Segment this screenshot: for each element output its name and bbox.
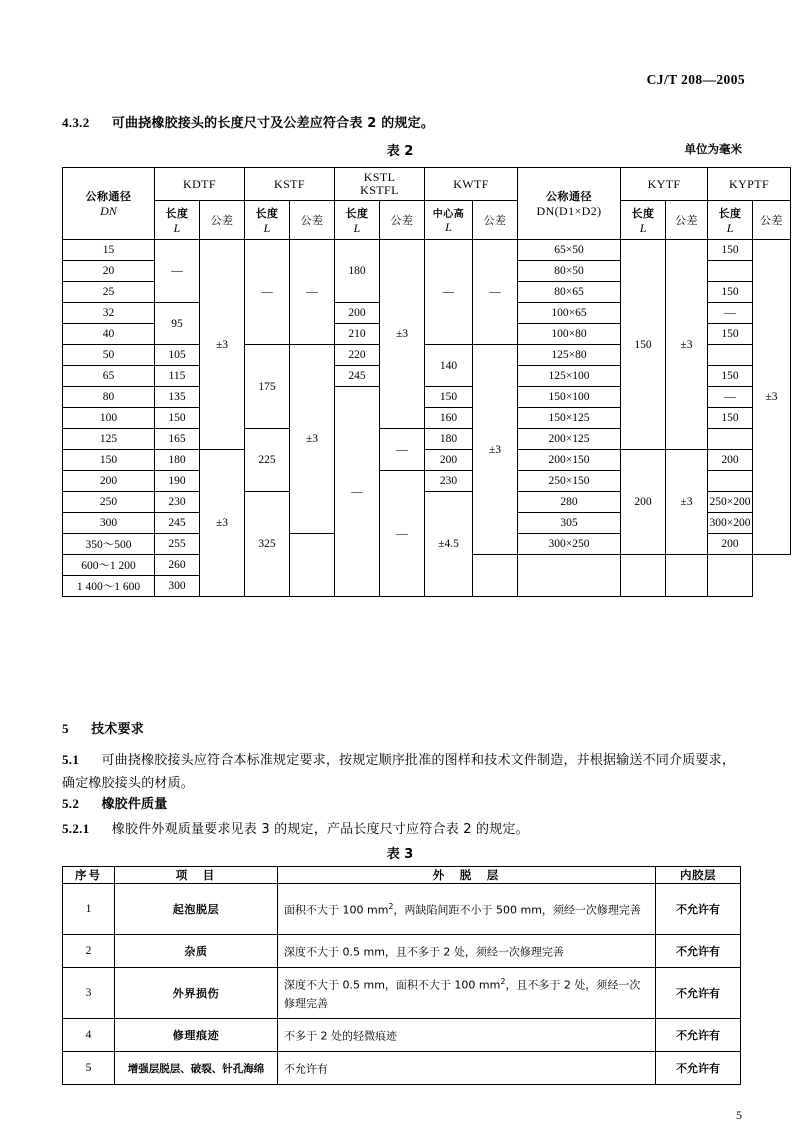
cell-dn-left: 15 [63,240,155,261]
lbl: 长度 [165,206,189,220]
cell-kyptf-tolerance-blank [708,555,753,597]
table2-th-kstfl: KSTFL [360,183,399,197]
cell-dn-right: 150×100 [518,387,621,408]
outer-a: 面积不大于 100 mm [284,903,389,917]
cell-kwtf-center: 160 [425,408,473,429]
cell-kstl-length: — [335,387,380,597]
table2-th-kstl-tolerance: 公差 [380,201,425,240]
clause-4-3-2-number: 4.3.2 [62,115,90,130]
cell-item: 修理痕迹 [115,1019,278,1052]
cell-kdtf-tolerance: ±3 [200,450,245,597]
cell-kyptf-length: — [708,303,753,324]
cell-dn-left: 20 [63,261,155,282]
table2-th-kwtf: KWTF [425,168,518,201]
outer-sup: 2 [500,977,506,987]
table2-th-kdtf-tolerance: 公差 [200,201,245,240]
cell-dn-left: 125 [63,429,155,450]
lbl: 中心高 [432,209,465,220]
table3-header-row [63,867,741,884]
cell-dn-right: 80×50 [518,261,621,282]
cell-dn-right: 300×200 [708,513,753,534]
cell-kwtf-center: 180 [425,429,473,450]
table2-th-dn-right [518,168,621,240]
section-5-number: 5 [62,721,69,736]
cell-kstf-length: 175 [245,345,290,429]
cell-kdtf-length: 260 [155,555,200,576]
page-number: 5 [736,1108,742,1122]
clause-5-2-1-number: 5.2.1 [62,821,90,836]
table2-th-kwtf-tolerance: 公差 [473,201,518,240]
cell-inner: 不允许有 [656,1019,741,1052]
cell-no: 4 [63,1019,115,1052]
table-row [63,1052,741,1085]
table2-th-kstf-length [245,201,290,240]
cell-dn-right: 150×125 [518,408,621,429]
cell-dn-left: 25 [63,282,155,303]
table2-th-dn-left-sym: DN [100,204,117,218]
cell-kyptf-length: 150 [708,240,753,261]
table2-th-kytf: KYTF [621,168,708,201]
clause-5-2-1 [62,818,529,841]
sym: L [263,220,271,235]
cell-dn-left: 600～1 200 [63,555,155,576]
cell-no: 5 [63,1052,115,1085]
cell-kyptf-length: 150 [708,282,753,303]
cell-dn-right: 200×125 [518,429,621,450]
table2-th-dn-right-cn: 公称通径 [546,190,593,203]
cell-kdtf-length: 255 [155,534,200,555]
cell-kdtf-length: 150 [155,408,200,429]
cell-dn-right: 300×250 [518,534,621,555]
cell-dn-right: 250×200 [708,492,753,513]
outer-a: 深度不大于 0.5 mm，面积不大于 100 mm [284,978,501,992]
cell-kdtf-length: 115 [155,366,200,387]
table3-caption: 表 3 [386,847,414,862]
cell-item: 增强层脱层、破裂、针孔海绵 [115,1052,278,1085]
clause-4-3-2-text: 可曲挠橡胶接头的长度尺寸及公差应符合表 2 的规定。 [111,116,435,131]
cell-kyptf-length: 150 [708,366,753,387]
cell-dn-left: 65 [63,366,155,387]
table2-th-dn-left [63,168,155,240]
cell-dn-left: 200 [63,471,155,492]
cell-outer [278,968,656,1019]
cell-kstf-tolerance: — [290,240,335,345]
cell-dn-left: 300 [63,513,155,534]
cell-kstl-tolerance: — [380,429,425,471]
cell-kwtf-center: 230 [425,471,473,492]
table-row [63,240,791,261]
cell-dn-right: 125×100 [518,366,621,387]
cell-item: 起泡脱层 [115,884,278,935]
cell-kyptf-length: 200 [708,534,753,555]
cell-inner: 不允许有 [656,935,741,968]
clause-5-1-text: 可曲挠橡胶接头应符合本标准规定要求，按规定顺序批准的图样和技术文件制造，并根据输送不同介质要求，确定橡胶接头的材质。 [62,753,736,791]
cell-kytf-tolerance: ±3 [666,450,708,555]
cell-dn-right: 100×65 [518,303,621,324]
cell-dn-right: 65×50 [518,240,621,261]
cell-kdtf-length: — [155,240,200,303]
table3-th-inner: 内胶层 [656,867,741,884]
cell-dn-left: 32 [63,303,155,324]
cell-kdtf-length: 135 [155,387,200,408]
table2-unit-note: 单位为毫米 [684,142,742,156]
table2-th-kyptf: KYPTF [708,168,791,201]
section-5-heading [62,718,144,741]
cell-no: 1 [63,884,115,935]
table3-th-no: 序号 [63,867,115,884]
lbl: 长度 [631,206,655,220]
cell-dn-right: 80×65 [518,282,621,303]
cell-kstl-length: 200 [335,303,380,324]
cell-kytf-length: 150 [621,240,666,450]
table2-th-kstf-tolerance: 公差 [290,201,335,240]
cell-dn-left: 1 400～1 600 [63,576,155,597]
table2-header-row-1 [63,168,791,201]
table-row [63,450,791,471]
cell-kyptf-length: 150 [708,408,753,429]
table2-header-row-2 [63,201,791,240]
cell-kwtf-center-blank [290,534,335,597]
outer-sup: 2 [388,902,394,912]
cell-kstf-tolerance: ±3 [290,345,335,534]
cell-no: 3 [63,968,115,1019]
cell-kdtf-length: 165 [155,429,200,450]
table2-th-kyptf-length [708,201,753,240]
cell-dn-right: 100×80 [518,324,621,345]
cell-outer [278,935,656,968]
cell-dn-left: 40 [63,324,155,345]
table2-th-dn-right-sym: DN(D1×D2) [536,204,602,218]
cell-dn-left: 150 [63,450,155,471]
sym: L [173,220,181,235]
table2-th-kstl: KSTL [363,170,396,184]
outer-a: 深度不大于 0.5 mm，且不多于 2 处，须经一次修理完善 [284,945,564,959]
cell-kstl-length: 210 [335,324,380,345]
cell-kstf-tolerance: ±4.5 [425,492,473,597]
cell-dn-right: 250×150 [518,471,621,492]
table2-th-kstl-kstfl [335,168,425,201]
cell-dn-left: 100 [63,408,155,429]
lbl: 长度 [718,206,742,220]
cell-kyptf-length [708,345,753,366]
cell-kdtf-length: 245 [155,513,200,534]
cell-dn-right-blank [473,555,518,597]
cell-kyptf-length-blank [666,555,708,597]
table2-th-kstl-length [335,201,380,240]
table-row [63,884,741,935]
cell-kstl-tolerance: ±3 [380,240,425,429]
cell-dn-left: 80 [63,387,155,408]
cell-dn-right: 125×80 [518,345,621,366]
cell-inner: 不允许有 [656,968,741,1019]
cell-item: 外界损伤 [115,968,278,1019]
cell-kstl-length: 180 [335,240,380,303]
outer-a: 不多于 2 处的轻微痕迹 [284,1029,397,1043]
cell-no: 2 [63,935,115,968]
table2-th-kdtf: KDTF [155,168,245,201]
table2-th-kdtf-length [155,201,200,240]
cell-kwtf-center: 280 [518,492,621,513]
table2-th-kstf: KSTF [245,168,335,201]
cell-kstl-length: 220 [335,345,380,366]
cell-outer [278,884,656,935]
outer-b: ，两缺陷间距不小于 500 mm，须经一次修理完善 [393,903,641,917]
clause-5-1 [62,748,740,795]
cell-kdtf-tolerance: ±3 [200,240,245,450]
cell-kstf-length: 225 [245,429,290,492]
cell-kstf-length: — [245,240,290,345]
cell-dn-right: 200×150 [518,450,621,471]
table2-th-kytf-tolerance: 公差 [666,201,708,240]
table2-th-kwtf-center [425,201,473,240]
cell-dn-left: 250 [63,492,155,513]
cell-kdtf-length: 95 [155,303,200,345]
table3-appearance-quality [62,866,741,1085]
cell-kstl-tolerance: — [380,471,425,597]
clause-5-2-text: 橡胶件质量 [101,797,168,812]
standard-code-header: CJ/T 208—2005 [646,72,745,87]
cell-kytf-tolerance: ±3 [666,240,708,450]
table-row [63,1019,741,1052]
cell-inner: 不允许有 [656,884,741,935]
table-row [63,968,741,1019]
cell-kstf-length: 325 [245,492,290,597]
cell-kdtf-length: 300 [155,576,200,597]
clause-5-1-number: 5.1 [62,752,80,767]
cell-kwtf-center: 305 [518,513,621,534]
outer-a: 不允许有 [284,1062,328,1076]
table-row [63,935,741,968]
cell-outer [278,1019,656,1052]
cell-kyptf-length [708,261,753,282]
table2-dimensions [62,167,791,597]
table2-th-dn-left-cn: 公称通径 [85,190,132,203]
cell-outer [278,1052,656,1085]
section-5-title: 技术要求 [91,722,144,737]
cell-item: 杂质 [115,935,278,968]
cell-kytf-length-blank [518,555,621,597]
cell-kdtf-length: 230 [155,492,200,513]
table2-caption: 表 2 [386,144,414,159]
sym: L [353,220,361,235]
table3-th-outer: 外 脱 层 [278,867,656,884]
cell-kwtf-tolerance: ±3 [473,345,518,555]
cell-kyptf-length [708,429,753,450]
table3-th-item: 项 目 [115,867,278,884]
clause-5-2-number: 5.2 [62,796,80,811]
cell-kwtf-center: 150 [425,387,473,408]
cell-kwtf-center: — [425,240,473,345]
cell-kdtf-length: 190 [155,471,200,492]
cell-kyptf-length: — [708,387,753,408]
cell-kyptf-length: 200 [708,450,753,471]
clause-5-2 [62,793,167,816]
cell-kyptf-length: 150 [708,324,753,345]
clause-4-3-2 [62,112,434,135]
cell-kytf-tolerance-blank [621,555,666,597]
sym: L [639,220,647,235]
cell-kytf-length: 200 [621,450,666,555]
outer-b: ，且不多于 2 处，须经一次修理完善 [284,978,641,1010]
cell-kwtf-center: 140 [425,345,473,387]
cell-kwtf-center: 200 [425,450,473,471]
lbl: 长度 [345,206,369,220]
cell-kdtf-length: 180 [155,450,200,471]
clause-5-2-1-text: 橡胶件外观质量要求见表 3 的规定，产品长度尺寸应符合表 2 的规定。 [111,822,529,837]
sym: L [726,220,734,235]
cell-dn-left: 50 [63,345,155,366]
lbl: 长度 [255,206,279,220]
cell-kstl-length: 245 [335,366,380,387]
cell-dn-left: 350～500 [63,534,155,555]
table2-th-kyptf-tolerance: 公差 [753,201,791,240]
sym: L [445,220,452,234]
cell-kyptf-length [708,471,753,492]
table2-th-kytf-length [621,201,666,240]
cell-kwtf-tolerance: — [473,240,518,345]
cell-kdtf-length: 105 [155,345,200,366]
cell-inner: 不允许有 [656,1052,741,1085]
cell-kyptf-tolerance: ±3 [753,240,791,555]
